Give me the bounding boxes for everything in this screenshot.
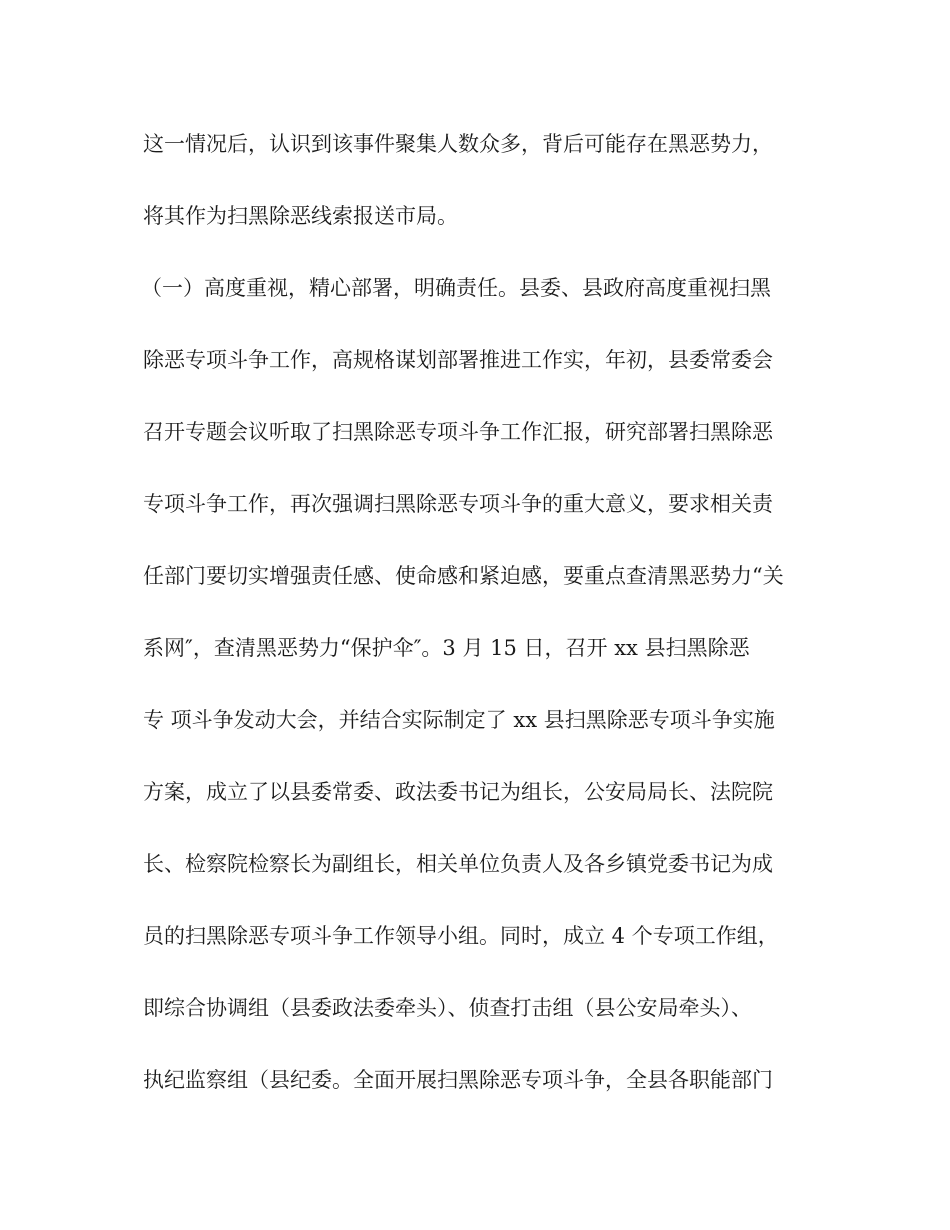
text-line: 方案，成立了以县委常委、政法委书记为组长，公安局局长、法院院	[143, 780, 773, 804]
text-line: 将其作为扫黑除恶线索报送市局。	[143, 204, 458, 228]
text-line: 系网″，查清黑恶势力“保护伞″。3 月 15 日，召开 xx 县扫黑除恶	[143, 636, 750, 660]
text-line: 任部门要切实增强责任感、使命感和紧迫感，要重点查清黑恶势力“关	[143, 564, 784, 588]
text-line: 长、检察院检察长为副组长，相关单位负责人及各乡镇党委书记为成	[143, 852, 773, 876]
text-line: 员的扫黑除恶专项斗争工作领导小组。同时，成立 4 个专项工作组，	[143, 924, 779, 948]
text-line: 执纪监察组（县纪委。全面开展扫黑除恶专项斗争，全县各职能部门	[143, 1068, 773, 1092]
text-line: 除恶专项斗争工作，高规格谋划部署推进工作实，年初，县委常委会	[143, 348, 773, 372]
text-line: 即综合协调组（县委政法委牵头）、侦查打击组（县公安局牵头）、	[143, 996, 752, 1020]
text-line: 这一情况后，认识到该事件聚集人数众多，背后可能存在黑恶势力，	[143, 132, 773, 156]
text-line: 专 项斗争发动大会，并结合实际制定了 xx 县扫黑除恶专项斗争实施	[143, 708, 775, 732]
text-line: 专项斗争工作，再次强调扫黑除恶专项斗争的重大意义，要求相关责	[143, 492, 773, 516]
section-heading-line: （一）高度重视，精心部署，明确责任。县委、县政府高度重视扫黑	[141, 276, 771, 300]
text-line: 召开专题会议听取了扫黑除恶专项斗争工作汇报，研究部署扫黑除恶	[143, 420, 773, 444]
